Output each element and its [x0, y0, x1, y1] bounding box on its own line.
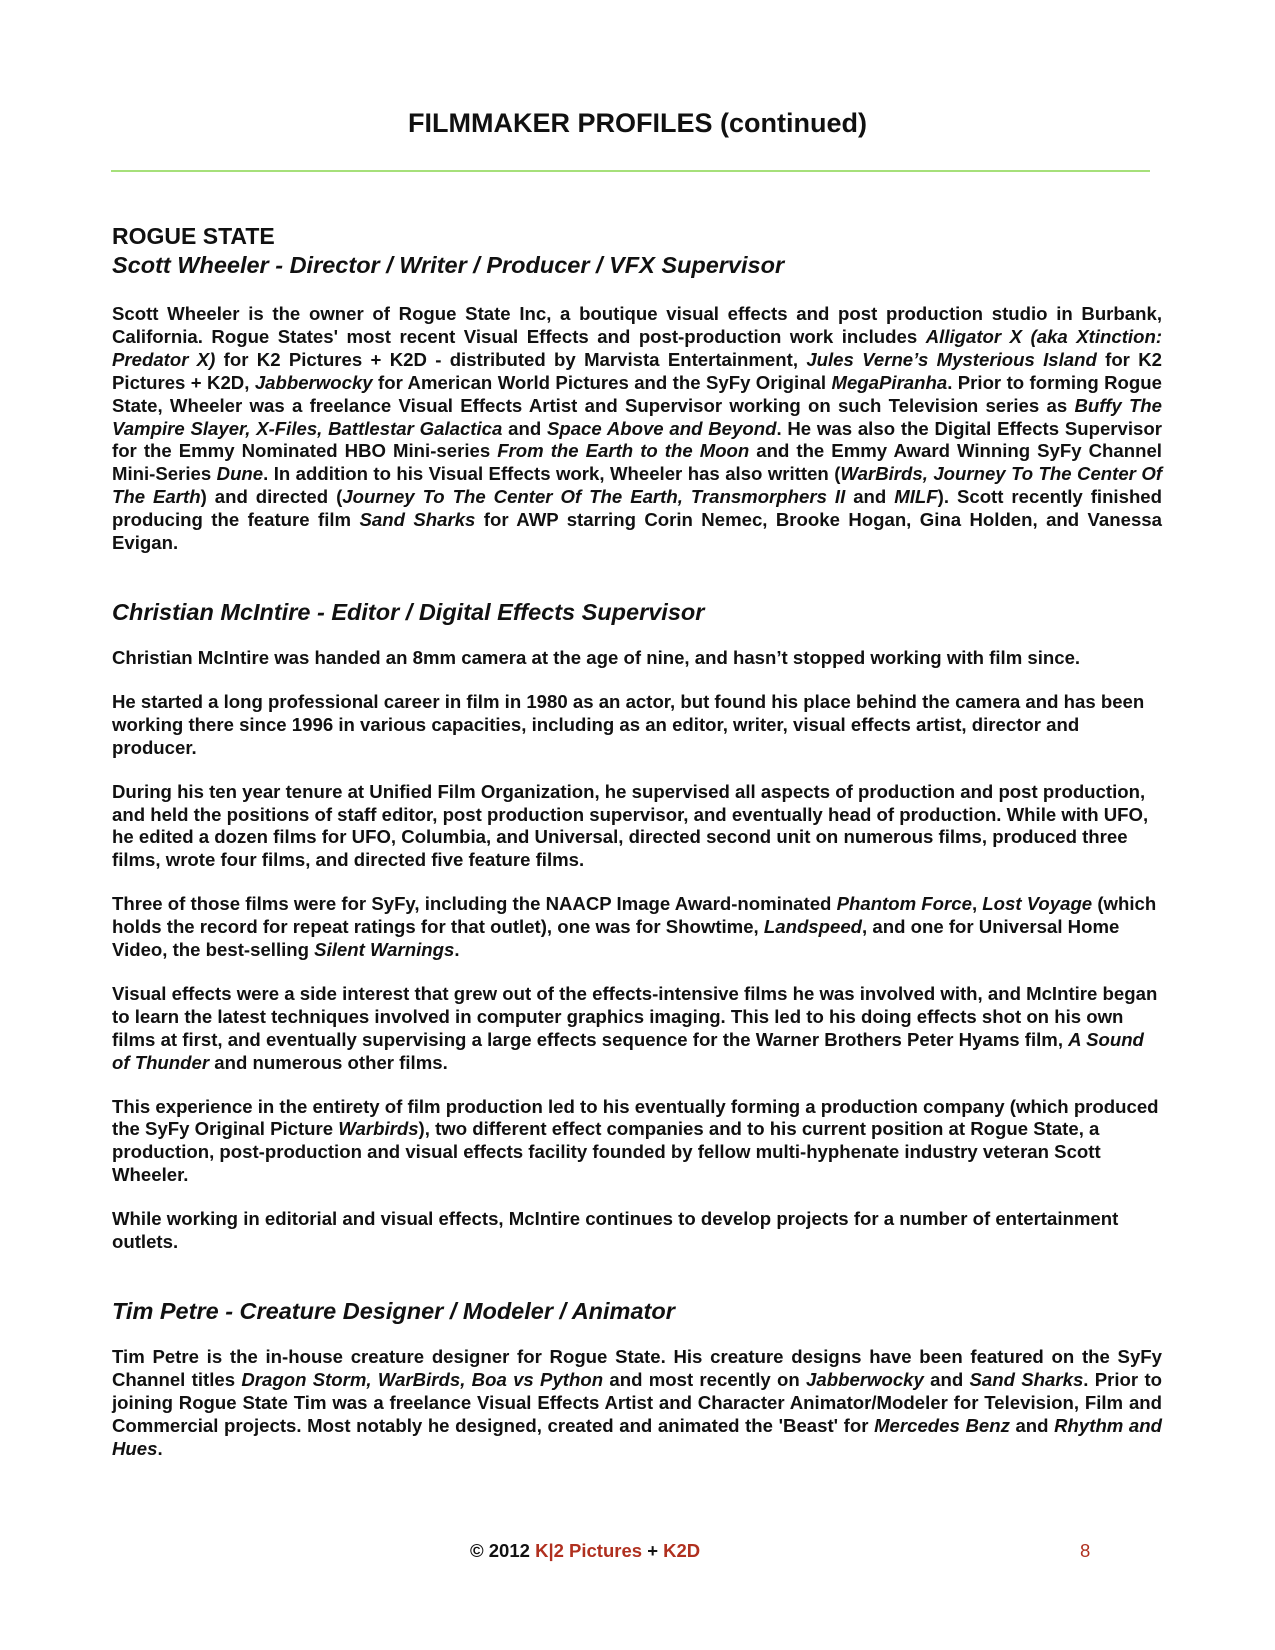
- text-run: He started a long professional career in film in 1980 as an actor, but found his place behind the camera and has been working there since 1996 in various capacities, including as an editor, writer, visual effects artist, director and producer.: [112, 690, 1145, 758]
- text-run: and: [502, 417, 547, 439]
- company-name: K|2 Pictures: [535, 1540, 643, 1561]
- text-run: for K2 Pictures + K2D,: [112, 348, 1162, 393]
- italic-title: Rhythm and Hues: [112, 1414, 1162, 1459]
- italic-title: Alligator X (aka Xtinction: Predator X): [112, 325, 1163, 370]
- italic-title: Sand Sharks: [969, 1368, 1084, 1390]
- text-run: , and one for Universal Home Video, the best-selling: [112, 916, 1120, 961]
- profile-role-christian-mcintire: Christian McIntire - Editor / Digital Effects Supervisor: [112, 598, 705, 625]
- italic-title: MegaPiranha: [831, 371, 948, 393]
- text-run: This experience in the entirety of film production led to his eventually forming a production company (which produced the SyFy Original Picture: [112, 1095, 1159, 1140]
- profile-paragraph: [112, 1096, 1162, 1188]
- profile-paragraph: [112, 781, 1162, 873]
- profile-role-scott-wheeler: Scott Wheeler - Director / Writer / Producer / VFX Supervisor: [112, 252, 785, 278]
- text-run: During his ten year tenure at Unified Film Organization, he supervised all aspects of production and post production, and held the positions of staff editor, post production supervisor, and eventually head of production. While with UFO, he edited a dozen films for UFO, Columbia, and Universal, directed second unit on numerous films, produced three films, wrote four films, and directed five feature films.: [112, 780, 1149, 871]
- italic-title: Dragon Storm, WarBirds, Boa vs Python: [241, 1368, 604, 1390]
- italic-title: Mercedes Benz: [874, 1414, 1010, 1436]
- text-run: .: [157, 1437, 163, 1459]
- italic-title: Dune: [216, 463, 264, 485]
- italic-title: WarBirds, Journey To The Center Of The Earth: [112, 463, 1163, 508]
- title-divider: [111, 170, 1150, 172]
- text-run: .: [454, 939, 460, 961]
- section-title: ROGUE STATE: [112, 223, 275, 249]
- italic-title: Space Above and Beyond: [546, 417, 777, 439]
- italic-title: Warbirds: [338, 1118, 419, 1140]
- italic-title: Sand Sharks: [359, 509, 476, 531]
- copyright-text: © 2012: [470, 1540, 530, 1561]
- italic-title: Buffy The Vampire Slayer, X-Files, Battlestar Galactica: [112, 394, 1162, 439]
- text-run: and: [845, 486, 895, 508]
- text-run: Visual effects were a side interest that grew out of the effects-intensive films he was involved with, and McIntire began to learn the latest techniques involved in computer graphics imaging. This led to his doing effects shot on his own films at first, and eventually supervising a large effects sequence for the Warner Brothers Peter Hyams film,: [112, 982, 1158, 1050]
- text-run: ), two different effect companies and to his current position at Rogue State, a production, post-production and visual effects facility founded by fellow multi-hyphenate industry veteran Scott Wheeler.: [112, 1118, 1101, 1186]
- text-run: for AWP starring Corin Nemec, Brooke Hogan, Gina Holden, and Vanessa Evigan.: [112, 509, 1162, 554]
- text-run: and: [1009, 1414, 1055, 1436]
- italic-title: A Sound of Thunder: [112, 1028, 1144, 1073]
- text-run: (which holds the record for repeat ratings for that outlet), one was for Showtime,: [112, 893, 1157, 938]
- italic-title: MILF: [894, 486, 938, 508]
- italic-title: Journey To The Center Of The Earth, Transmorphers II: [342, 486, 846, 508]
- text-run: for K2 Pictures + K2D - distributed by Marvista Entertainment,: [215, 348, 807, 370]
- text-run: and the Emmy Award Winning SyFy Channel Mini-Series: [112, 440, 1162, 485]
- profile-paragraph: [112, 647, 1162, 670]
- brand-name: K2D: [663, 1540, 701, 1561]
- italic-title: Silent Warnings: [314, 939, 455, 961]
- text-run: Three of those films were for SyFy, including the NAACP Image Award-nominated: [112, 893, 837, 915]
- text-run: While working in editorial and visual effects, McIntire continues to develop projects for a number of entertainment outlets.: [112, 1208, 1119, 1253]
- text-run: . Prior to forming Rogue State, Wheeler was a freelance Visual Effects Artist and Supervisor working on such Television series as: [112, 371, 1162, 416]
- italic-title: Phantom Force: [836, 893, 972, 915]
- italic-title: Jabberwocky: [254, 371, 373, 393]
- text-run: Tim Petre is the in-house creature designer for Rogue State. His creature designs have been featured on the SyFy Channel titles: [112, 1346, 1162, 1390]
- italic-title: From the Earth to the Moon: [497, 440, 750, 462]
- text-run: ) and directed (: [200, 486, 343, 508]
- profile-paragraph: [112, 893, 1162, 962]
- text-run: . In addition to his Visual Effects work, Wheeler has also written (: [263, 463, 841, 485]
- profile-role-tim-petre: Tim Petre - Creature Designer / Modeler / Animator: [112, 1298, 675, 1324]
- text-run: and most recently on: [603, 1368, 807, 1390]
- text-run: for American World Pictures and the SyFy Original: [372, 371, 832, 393]
- profile-paragraph: [112, 1346, 1162, 1461]
- italic-title: Lost Voyage: [982, 893, 1093, 915]
- text-run: . He was also the Digital Effects Supervisor for the Emmy Nominated HBO Mini-series: [112, 417, 1162, 462]
- text-run: and: [923, 1368, 970, 1390]
- plus-sign: +: [647, 1540, 659, 1561]
- footer-copyright: [470, 1540, 700, 1562]
- page-content: [112, 222, 1162, 1461]
- profile-paragraph: [112, 1208, 1162, 1254]
- text-run: Scott Wheeler is the owner of Rogue State Inc, a boutique visual effects and post production studio in Burbank, California. Rogue States' most recent Visual Effects and post-production work includes: [112, 303, 1162, 347]
- text-run: ). Scott recently finished producing the feature film: [112, 486, 1162, 531]
- italic-title: Jules Verne’s Mysterious Island: [806, 348, 1097, 370]
- profile-paragraph: [112, 983, 1162, 1075]
- text-run: . Prior to joining Rogue State Tim was a freelance Visual Effects Artist and Character Animator/Modeler for Television, Film and Commercial projects. Most notably he designed, created and animated the 'Beast' for: [112, 1368, 1162, 1436]
- text-run: Christian McIntire was handed an 8mm camera at the age of nine, and hasn’t stopped working with film since.: [112, 646, 1081, 668]
- profile-paragraph: [112, 691, 1162, 760]
- text-run: ,: [971, 893, 983, 915]
- italic-title: Landspeed: [763, 916, 863, 938]
- page-number: 8: [1080, 1540, 1091, 1561]
- italic-title: Jabberwocky: [806, 1368, 924, 1390]
- text-run: and numerous other films.: [209, 1051, 448, 1073]
- page-title: FILMMAKER PROFILES (continued): [408, 108, 867, 138]
- profile-paragraph: [112, 303, 1162, 555]
